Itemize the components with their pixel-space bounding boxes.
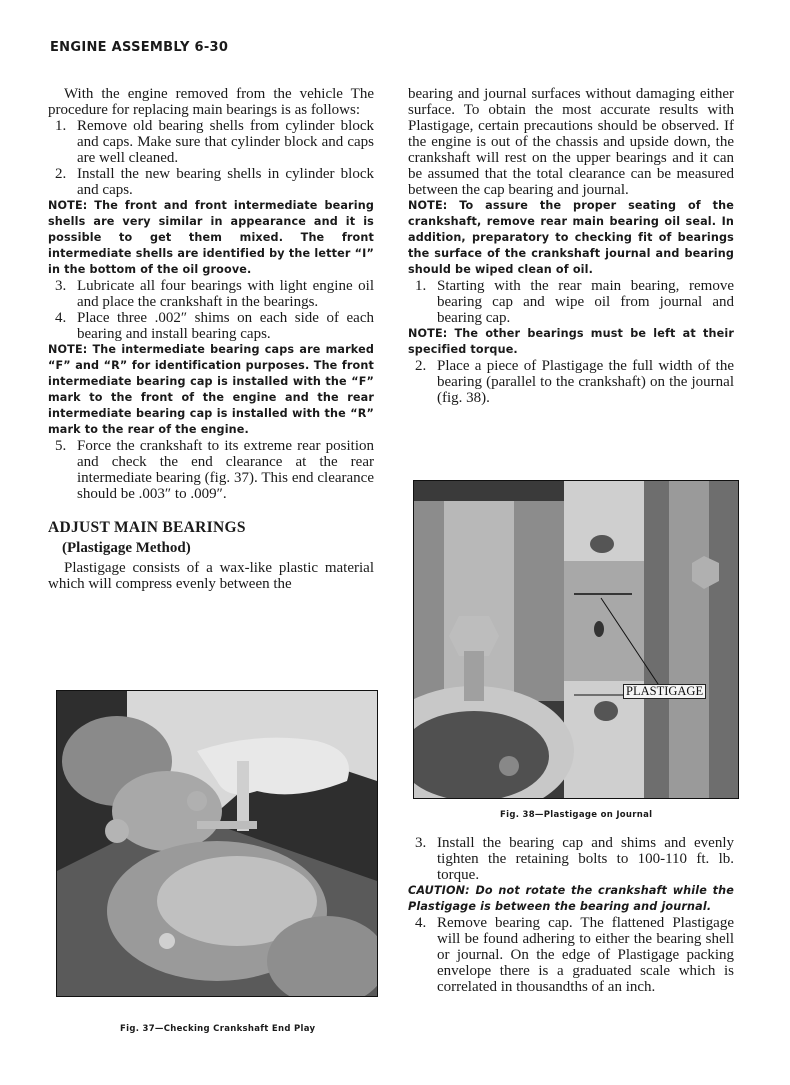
step-text: Starting with the rear main bearing, remove bearing cap and wipe oil from journal and bearing cap. xyxy=(437,278,734,326)
step-number: 2. xyxy=(415,358,427,374)
note-bearing-shells: NOTE: The front and front intermediate bearing shells are very similar in appearance and it is possible to get them mixed. The front intermediate shells are identified by the letter “I” in the bottom of the oil groove. xyxy=(48,199,374,276)
step-text: Lubricate all four bearings with light engine oil and place the crankshaft in the bearings. xyxy=(77,278,374,310)
note-seating: NOTE: To assure the proper seating of the crankshaft, remove rear main bearing oil seal. In addition, preparatory to checking fit of bearings the surface of the crankshaft journal and bearing should be wiped clean of oil. xyxy=(408,199,734,276)
step-item xyxy=(408,835,734,883)
step-text: Place three .002″ shims on each side of each bearing and install bearing caps. xyxy=(77,310,374,342)
step-number: 2. xyxy=(55,166,67,182)
right-column-lower xyxy=(408,835,734,995)
continuation-paragraph: bearing and journal surfaces without damaging either surface. To obtain the most accurate results with Plastigage, certain precautions should be observed. If the engine is out of the chassis and upside down, the crankshaft will rest on the upper bearings and it can be assumed that the total clearance can be measured between the cap bearing and journal. xyxy=(408,86,734,198)
figure-38-caption: Fig. 38—Plastigage on Journal xyxy=(500,810,653,820)
step-item xyxy=(48,166,374,198)
figure-37-caption: Fig. 37—Checking Crankshaft End Play xyxy=(120,1024,316,1034)
figure-37-photo xyxy=(56,690,378,997)
caution-note: CAUTION: Do not rotate the crankshaft while the Plastigage is between the bearing and journal. xyxy=(408,884,734,913)
step-item xyxy=(48,438,374,502)
figure-38-photo xyxy=(413,480,739,799)
step-text: Place a piece of Plastigage the full width of the bearing (parallel to the crankshaft) on the journal (fig. 38). xyxy=(437,358,734,406)
step-number: 3. xyxy=(415,835,427,851)
left-column xyxy=(48,86,374,592)
steps-list xyxy=(408,835,734,883)
section-intro: Plastigage consists of a wax-like plastic material which will compress evenly between the xyxy=(48,560,374,592)
step-number: 5. xyxy=(55,438,67,454)
step-number: 3. xyxy=(55,278,67,294)
step-text: Remove bearing cap. The flattened Plastigage will be found adhering to either the bearing shell or journal. On the edge of Plastigage packing envelope there is a graduated scale which is correlated in thousandths of an inch. xyxy=(437,915,734,995)
journal-photo-illustration xyxy=(414,481,738,798)
plastigage-callout-label: PLASTIGAGE xyxy=(623,684,706,699)
step-text: Force the crankshaft to its extreme rear position and check the end clearance at the rear intermediate bearing (fig. 37). This end clearance should be .003″ to .009″. xyxy=(77,438,374,502)
page-header: ENGINE ASSEMBLY 6-30 xyxy=(50,40,229,55)
step-item xyxy=(48,310,374,342)
step-number: 1. xyxy=(415,278,427,294)
note-other-bearings: NOTE: The other bearings must be left at their specified torque. xyxy=(408,327,734,356)
steps-list xyxy=(408,358,734,406)
steps-list xyxy=(48,438,374,502)
steps-list xyxy=(408,278,734,326)
step-item xyxy=(48,278,374,310)
steps-list xyxy=(48,118,374,198)
section-heading: ADJUST MAIN BEARINGS xyxy=(48,519,246,536)
step-item xyxy=(408,915,734,995)
step-item xyxy=(48,118,374,166)
right-column xyxy=(408,86,734,406)
steps-list xyxy=(408,915,734,995)
step-item xyxy=(408,278,734,326)
step-number: 4. xyxy=(55,310,67,326)
step-text: Remove old bearing shells from cylinder block and caps. Make sure that cylinder block and caps are well cleaned. xyxy=(77,118,374,166)
step-text: Install the new bearing shells in cylinder block and caps. xyxy=(77,166,374,198)
step-item xyxy=(408,358,734,406)
step-number: 1. xyxy=(55,118,67,134)
crankshaft-photo-illustration xyxy=(57,691,377,996)
step-text: Install the bearing cap and shims and evenly tighten the retaining bolts to 100-110 ft. lb. torque. xyxy=(437,835,734,883)
steps-list xyxy=(48,278,374,342)
note-bearing-caps: NOTE: The intermediate bearing caps are marked “F” and “R” for identification purposes. The front intermediate bearing cap is installed with the “F” mark to the front of the engine and the rear intermediate bearing cap is installed with the “R” mark to the rear of the engine. xyxy=(48,343,374,436)
intro-paragraph: With the engine removed from the vehicle The procedure for replacing main bearings is as follows: xyxy=(48,86,374,118)
step-number: 4. xyxy=(415,915,427,931)
section-subheading: (Plastigage Method) xyxy=(62,540,191,556)
